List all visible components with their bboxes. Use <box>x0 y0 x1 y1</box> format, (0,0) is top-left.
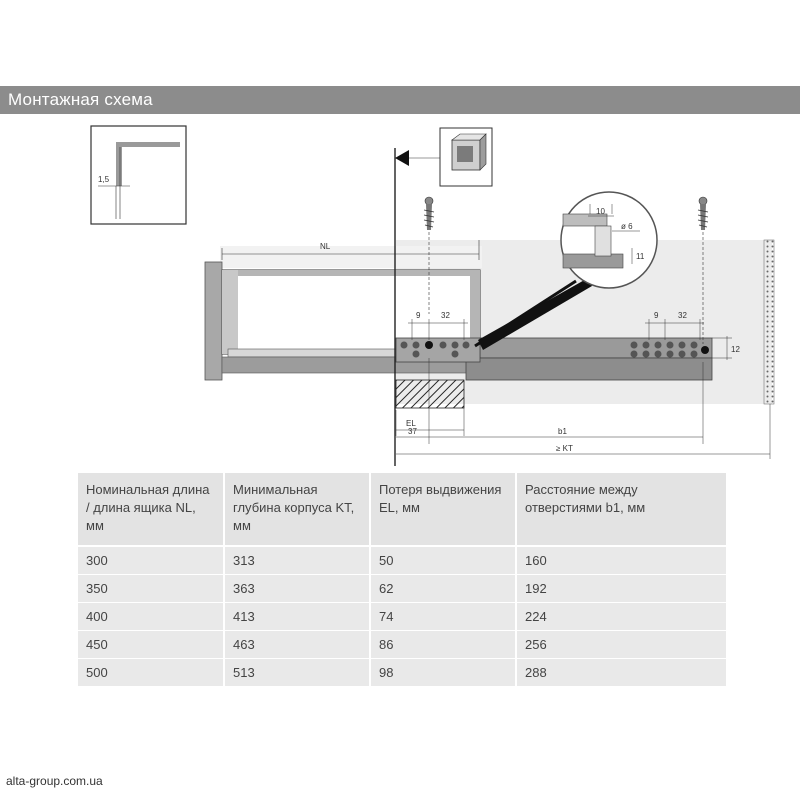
section-title: Монтажная схема <box>0 86 800 114</box>
table-cell: 400 <box>78 603 225 631</box>
specs-table <box>78 473 726 687</box>
detail-dim-11: 11 <box>636 252 645 261</box>
table-cell: 300 <box>78 547 225 575</box>
header-extension-loss: Потеря выдвижения EL, мм <box>371 473 517 547</box>
table-cell: 500 <box>78 659 225 687</box>
table-cell: 86 <box>371 631 517 659</box>
detail-dim-10: 10 <box>596 207 605 216</box>
table-cell: 288 <box>517 659 726 687</box>
table-cell: 224 <box>517 603 726 631</box>
hole-dim-9-left: 9 <box>416 311 421 320</box>
hole-dim-9-right: 9 <box>654 311 659 320</box>
hole-dim-32-left: 32 <box>441 311 450 320</box>
header-nominal-length: Номинальная длина / длина ящика NL, мм <box>78 473 225 547</box>
table-cell: 450 <box>78 631 225 659</box>
drawer-front <box>205 262 222 380</box>
table-row <box>78 631 726 659</box>
table-cell: 363 <box>225 575 371 603</box>
hatched-support <box>396 380 464 408</box>
table-cell: 313 <box>225 547 371 575</box>
header-min-depth: Минимальная глубина корпуса KT, мм <box>225 473 371 547</box>
table-row <box>78 659 726 687</box>
dim-37-label: 37 <box>408 427 417 436</box>
table-row <box>78 547 726 575</box>
table-row <box>78 575 726 603</box>
mounting-diagram <box>0 114 800 469</box>
inset-detail <box>91 126 186 224</box>
el-label: EL <box>406 419 416 428</box>
b1-label: b1 <box>558 427 567 436</box>
table-cell: 50 <box>371 547 517 575</box>
table-cell: 350 <box>78 575 225 603</box>
table-cell: 513 <box>225 659 371 687</box>
table-cell: 74 <box>371 603 517 631</box>
dim-12-label: 12 <box>731 345 740 354</box>
table-cell: 160 <box>517 547 726 575</box>
runner-rail <box>480 338 712 358</box>
nl-label: NL <box>320 242 331 251</box>
header-hole-distance: Расстояние между отверстиями b1, мм <box>517 473 726 547</box>
table-cell: 463 <box>225 631 371 659</box>
table-row <box>78 603 726 631</box>
detail-dim-6: ø 6 <box>621 222 633 231</box>
table-cell: 413 <box>225 603 371 631</box>
table-cell: 62 <box>371 575 517 603</box>
table-cell: 192 <box>517 575 726 603</box>
inset-dim-label: 1,5 <box>98 175 110 184</box>
cabinet-back-wall <box>764 240 774 404</box>
cabinet-icon <box>440 128 492 186</box>
table-header-row <box>78 473 726 547</box>
hole-dim-32-right: 32 <box>678 311 687 320</box>
table-cell: 98 <box>371 659 517 687</box>
source-watermark: alta-group.com.ua <box>6 774 103 788</box>
kt-label: ≥ KT <box>556 444 573 453</box>
table-cell: 256 <box>517 631 726 659</box>
